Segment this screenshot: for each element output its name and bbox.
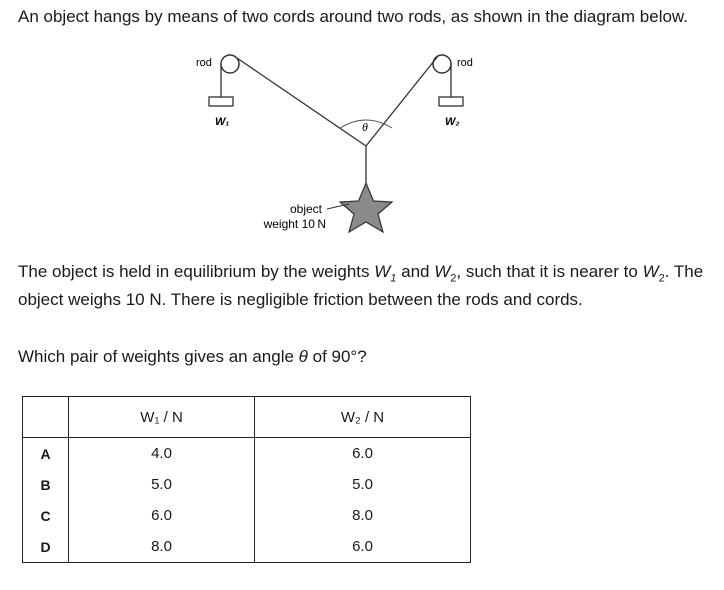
w1-value: 4.0 [69, 438, 255, 470]
weight-label: weight 10 N [263, 217, 326, 231]
weight-w1-box [209, 97, 233, 106]
question-before: Which pair of weights gives an angle [18, 347, 299, 366]
paragraph-w2: W [434, 262, 451, 281]
w1-label: W₁ [215, 116, 230, 128]
table-row[interactable] [23, 531, 471, 563]
equilibrium-paragraph [18, 261, 708, 310]
right-rod-pulley [433, 55, 451, 73]
header-w1: W₁ / N [69, 397, 255, 438]
object-label: object [289, 202, 322, 216]
table-row[interactable] [23, 500, 471, 531]
w2-label: W₂ [445, 116, 460, 128]
table-row[interactable] [23, 469, 471, 500]
right-rod-label: rod [457, 57, 473, 69]
option-label: B [23, 469, 69, 500]
paragraph-text-1: The object is held in equilibrium by the weights [18, 262, 375, 281]
weight-w2-box [439, 97, 463, 106]
left-cord [234, 56, 366, 146]
w2-value: 6.0 [255, 531, 471, 563]
paragraph-w2-sub: 2 [450, 272, 457, 285]
question-text [18, 346, 367, 367]
w2-value: 6.0 [255, 438, 471, 470]
pulley-diagram [0, 0, 724, 250]
angle-label: θ [362, 120, 368, 134]
question-after: of 90°? [307, 347, 367, 366]
table-header-row [23, 397, 471, 438]
option-label: D [23, 531, 69, 563]
star-object [340, 183, 392, 232]
paragraph-w1-sub: 1 [390, 272, 397, 285]
option-label: A [23, 438, 69, 470]
header-w2: W₂ / N [255, 397, 471, 438]
right-cord [366, 56, 438, 146]
left-rod-label: rod [196, 57, 212, 69]
w2-value: 5.0 [255, 469, 471, 500]
paragraph-text-4: . The object weighs 10 N. There is negligible friction between the rods and cords. [18, 262, 704, 310]
w1-value: 5.0 [69, 469, 255, 500]
intro-text: An object hangs by means of two cords around two rods, as shown in the diagram below. [18, 7, 688, 26]
paragraph-w2b: W [642, 262, 659, 281]
option-label: C [23, 500, 69, 531]
paragraph-text-2: and [396, 262, 435, 281]
w1-value: 8.0 [69, 531, 255, 563]
w1-value: 6.0 [69, 500, 255, 531]
paragraph-w1: W [374, 262, 391, 281]
table-row[interactable] [23, 438, 471, 470]
header-option [23, 397, 69, 438]
w2-value: 8.0 [255, 500, 471, 531]
answer-table [22, 396, 471, 563]
paragraph-text-3: , such that it is nearer to [456, 262, 643, 281]
question-theta: θ [298, 347, 308, 366]
paragraph-w2b-sub: 2 [658, 272, 665, 285]
